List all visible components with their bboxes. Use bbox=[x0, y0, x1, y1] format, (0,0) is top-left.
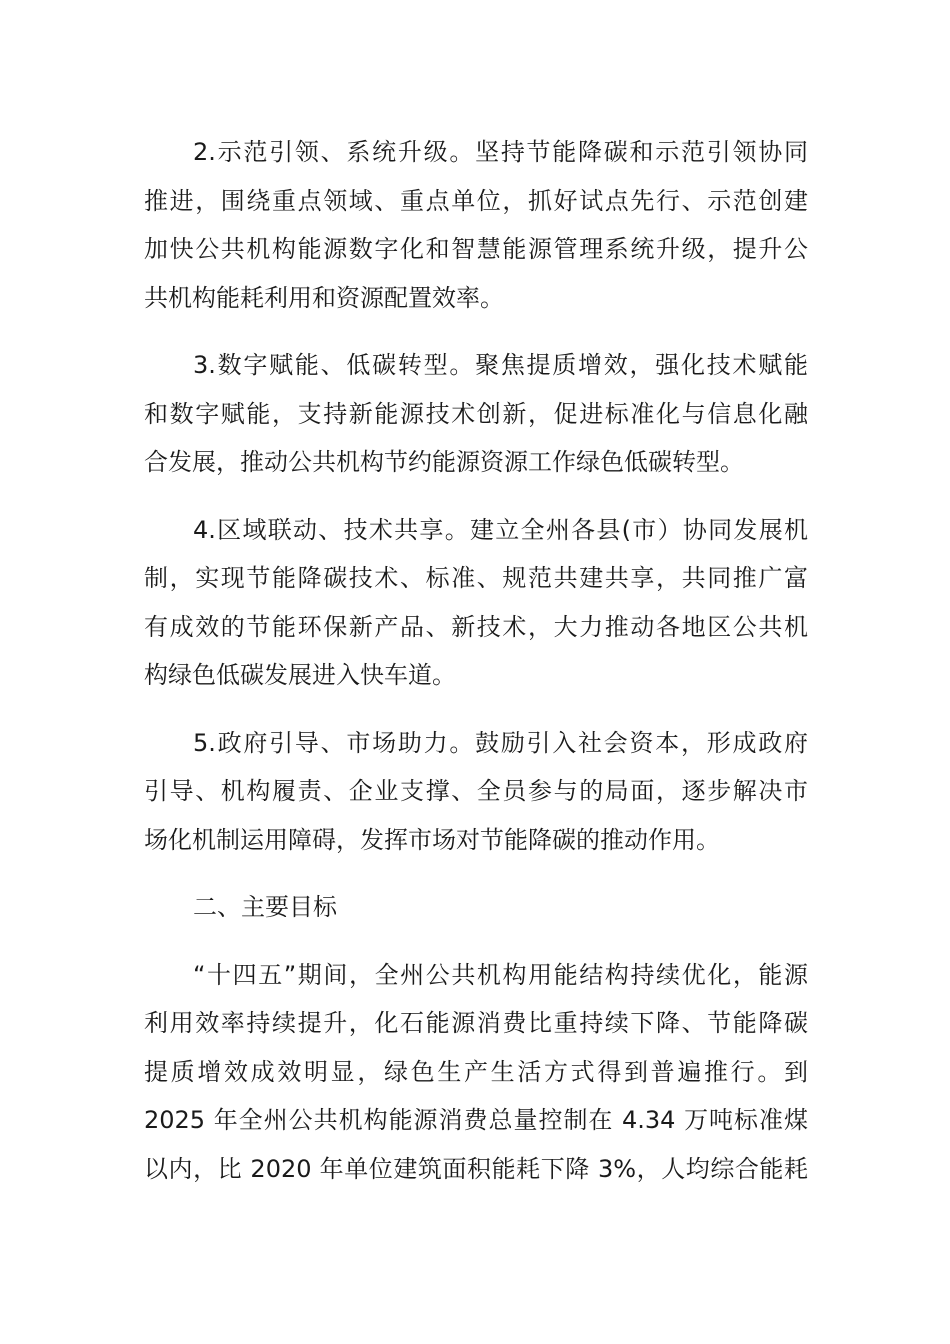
text-line: “十四五”期间，全州公共机构用能结构持续优化，能源 bbox=[193, 960, 808, 989]
paragraph-demonstration bbox=[144, 128, 808, 322]
paragraph-goals bbox=[144, 951, 808, 1194]
text-line: 4.区域联动、技术共享。建立全州各县(市）协同发展机 bbox=[193, 515, 808, 544]
text-line: 以内，比 2020 年单位建筑面积能耗下降 3%，人均综合能耗 bbox=[144, 1154, 808, 1183]
text-line: 和数字赋能，支持新能源技术创新，促进标准化与信息化融 bbox=[144, 399, 808, 428]
section-heading-goals bbox=[144, 883, 808, 932]
heading-text: 二、主要目标 bbox=[193, 893, 337, 921]
text-line: 5.政府引导、市场助力。鼓励引入社会资本，形成政府 bbox=[193, 728, 808, 757]
paragraph-regional bbox=[144, 506, 808, 700]
text-line: 引导、机构履责、企业支撑、全员参与的局面，逐步解决市 bbox=[144, 777, 808, 805]
text-line: 场化机制运用障碍，发挥市场对节能降碳的推动作用。 bbox=[144, 825, 720, 854]
text-line: 推进，围绕重点领域、重点单位，抓好试点先行、示范创建 bbox=[144, 186, 808, 215]
text-line: 3.数字赋能、低碳转型。聚焦提质增效，强化技术赋能 bbox=[193, 351, 808, 379]
text-line: 共机构能耗利用和资源配置效率。 bbox=[144, 283, 504, 312]
paragraph-digital bbox=[144, 341, 808, 487]
text-line: 2025 年全州公共机构能源消费总量控制在 4.34 万吨标准煤 bbox=[144, 1106, 808, 1134]
text-line: 提质增效成效明显，绿色生产生活方式得到普遍推行。到 bbox=[144, 1057, 808, 1086]
text-line: 制，实现节能降碳技术、标准、规范共建共享，共同推广富 bbox=[144, 564, 808, 592]
document-page bbox=[144, 128, 808, 1212]
text-line: 加快公共机构能源数字化和智慧能源管理系统升级，提升公 bbox=[144, 235, 808, 263]
text-line: 有成效的节能环保新产品、新技术，大力推动各地区公共机 bbox=[144, 612, 808, 641]
text-line: 合发展，推动公共机构节约能源资源工作绿色低碳转型。 bbox=[144, 448, 744, 476]
text-line: 2.示范引领、系统升级。坚持节能降碳和示范引领协同 bbox=[193, 138, 808, 166]
paragraph-government bbox=[144, 719, 808, 865]
text-line: 构绿色低碳发展进入快车道。 bbox=[144, 661, 456, 689]
text-line: 利用效率持续提升，化石能源消费比重持续下降、节能降碳 bbox=[144, 1009, 808, 1037]
